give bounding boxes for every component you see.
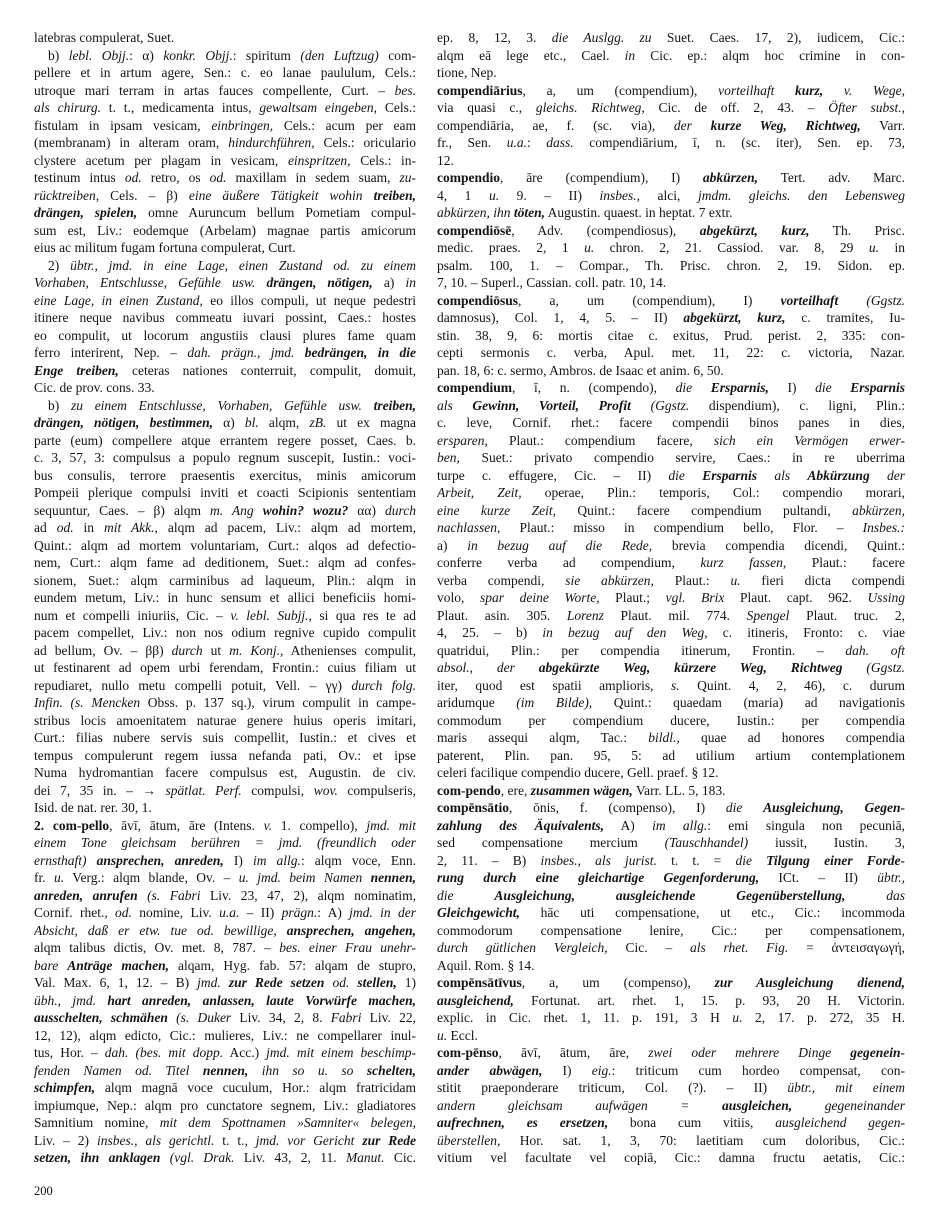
text-line: eundem metum, Liv.: in hunc sensum et allici beneficiis homi- <box>34 590 416 605</box>
text-line: medic. praes. 2, 1 u. chron. 2, 21. Cassiod. var. 8, 29 u. in <box>437 240 905 255</box>
text-line: andern gleichsam aufwägen = ausgleichen, gegeneinander <box>437 1097 905 1113</box>
text-line: 12. <box>437 152 454 168</box>
text-line: eine Lage, in einen Zustand, eo illos compuli, ut neque pedestri <box>34 292 416 308</box>
text-line: commodum per compendium ducere, Iustin.: per compendia <box>437 712 905 728</box>
text-line: 2. com-pello, āvī, ātum, āre (Intens. v. 1. compello), jmd. mit <box>34 817 416 833</box>
text-line: impiumque, Nep.: alqm pro cunctatore segnem, Liv.: gladiatores <box>34 1097 416 1113</box>
text-line: (membranam) in alteram oram, hindurchführen, Cels.: oriculario <box>34 135 416 150</box>
text-line: compendiāria, ae, f. (sc. via), der kurze Weg, Richtweg, Varr. <box>437 117 905 133</box>
text-line: cepti sermonis c. verba, Apul. met. 11, 22: c. victoria, Nazar. <box>437 345 905 360</box>
page-number: 200 <box>34 1183 53 1198</box>
text-line: bare Anträge machen, alqam, Hyg. fab. 57: alqam de stupro, <box>34 957 416 973</box>
text-line: fistulam in ipsam vesicam, einbringen, Cels.: acum per eam <box>34 117 416 133</box>
text-line: stin. 38, 9, 6: mortis citae c. exitus, Prud. perist. 2, 335: con- <box>437 327 905 343</box>
text-line: via quasi c., gleichs. Richtweg, Cic. de off. 2, 43. – Öfter subst., <box>437 100 905 115</box>
text-line: Arbeit, Zeit, operae, Plin.: temporis, Col.: compendio morari, <box>437 485 905 500</box>
text-line: latebras compulerat, Suet. <box>34 30 175 45</box>
text-line: compendio, āre (compendium), I) abkürzen, Tert. adv. Marc. <box>437 170 905 185</box>
text-column-right <box>437 29 905 1167</box>
text-line: Pompeii plerique compulsi inviti et coacti Scipionis sententiam <box>34 485 416 500</box>
text-line: Absicht, daß er etw. tue od. bewillige, ansprechen, angehen, <box>34 922 416 938</box>
text-line: Cic. de prov. cons. 33. <box>34 380 155 395</box>
text-line: alqm eā lege etc., Cael. in Cic. ep.: alqm hoc crimine in con- <box>437 47 905 63</box>
text-line: aufrechnen, es ersetzen, bona cum vitiis, ausgleichend gegen- <box>437 1115 905 1130</box>
text-line: aridumque (im Bilde), Quint.: quaedam (maria) ad navigationis <box>437 695 905 710</box>
text-line: Infin. (s. Mencken Obss. p. 137 sq.), virum compulit in campe- <box>34 695 416 710</box>
text-line: 7, 10. – Superl., Cassian. coll. patr. 10, 14. <box>437 275 667 290</box>
text-line: abkürzen, ihn töten, Augustin. quaest. in heptat. 7 extr. <box>437 205 733 220</box>
text-line: nem, Curt.: alqm fame ad deditionem, Suet.: alqm ad confes- <box>34 555 416 570</box>
text-line: eo compulit, ut locorum angustiis clausi plures fame quam <box>34 327 416 343</box>
text-line: Plaut. asin. 305. Lorenz Plaut. mil. 774. Spengel Plaut. truc. 2, <box>437 607 905 623</box>
text-line: sed compensatione mercium (Tauschhandel) iussit, Iustin. 3, <box>437 835 905 850</box>
text-line: parte (eum) compellere atque errantem regere posset, Caes. b. <box>34 432 416 448</box>
text-line: com-pēnso, āvī, ātum, āre, zwei oder mehrere Dinge gegenein- <box>437 1045 905 1060</box>
text-line: Isid. de nat. rer. 30, 1. <box>34 800 152 815</box>
text-line: Enge treiben, ceteras nationes conterruit, compulit, domuit, <box>34 362 416 378</box>
text-line: maris assequi alqm, Tac.: bildl., quae ad honores compendia <box>437 730 905 745</box>
text-line: rücktreiben, Cels. – β) eine äußere Tätigkeit wohin treiben, <box>34 187 416 203</box>
text-line: fenden Namen od. Titel nennen, ihn so u. so schelten, <box>34 1062 416 1078</box>
text-line: testinum intus od. retro, os od. maxillam in sedem suam, zu- <box>34 170 416 185</box>
text-line: pellere et in artum agere, Sen.: c. eo lanae paululum, Cels.: <box>34 65 416 80</box>
text-line: utroque mari terram in artas fauces compellente, Curt. – bes. <box>34 82 416 98</box>
text-line: conferre verba ad compendium, kurz fassen, Plaut.: facere <box>437 555 905 570</box>
text-line: stribus locis amoenitatem naturae genere huius operis imitari, <box>34 712 416 728</box>
text-line: paterent, Plin. pan. 95, 5: ad utilium artium contemplationem <box>437 747 905 763</box>
text-line: clystere acetum per plagam in vesicam, einspritzen, Cels.: in- <box>34 152 416 168</box>
text-line: compendiōsus, a, um (compendium), I) vorteilhaft (Ggstz. <box>437 292 905 308</box>
text-line: Liv. – 2) insbes., als gerichtl. t. t., jmd. vor Gericht zur Rede <box>34 1132 416 1148</box>
text-line: sum est, Liv.: eodemque (Arbelam) magnae partis amicorum <box>34 222 416 238</box>
text-line: zahlung des Äquivalents, A) im allg.: emi singula non pecuniā, <box>437 817 905 833</box>
text-line: eius ac militum fugam fortuna compulerat, Curt. <box>34 240 296 255</box>
text-line: absol., der abgekürzte Weg, kürzere Weg, Richtweg (Ggstz. <box>437 660 905 675</box>
text-line: überstellen, Hor. sat. 1, 3, 70: laetitiam cum doloribus, Cic.: <box>437 1132 905 1148</box>
text-line: Quint.: alqm ad mortem voluntariam, Curt.: alqos ad defectio- <box>34 537 416 553</box>
text-line: ben, Suet.: privato compendio servire, Caes.: in re uberrima <box>437 450 905 465</box>
text-line: 4, 25. – b) in bezug auf den Weg, c. itineris, Fronto: c. viae <box>437 625 905 640</box>
text-line: b) lebl. Objj.: α) konkr. Objj.: spiritum (den Luftzug) com- <box>48 47 416 63</box>
text-line: com-pendo, ere, zusammen wägen, Varr. LL. 5, 183. <box>437 782 726 798</box>
text-line: compendium, ī, n. (compendo), die Ersparnis, I) die Ersparnis <box>437 380 905 395</box>
text-line: setzen, ihn anklagen (vgl. Drak. Liv. 43, 2, 11. Manut. Cic. <box>34 1150 416 1165</box>
text-line: volo, spar deine Worte, Plaut.; vgl. Brix Plaut. capt. 962. Ussing <box>437 590 905 605</box>
text-line: die Ausgleichung, ausgleichende Gegenüberstellung, das <box>437 887 905 903</box>
text-line: rung durch eine gleichartige Gegenforderung, ICt. – II) übtr., <box>437 870 905 885</box>
text-line: nachlassen, Plaut.: misso in compendium bello, Flor. – Insbes.: <box>437 520 905 535</box>
text-line: anreden, anrufen (s. Fabri Liv. 23, 47, 2), alqm nominatim, <box>34 887 416 903</box>
text-line: repudiaret, nullo metu compelli potuit, Vell. – γγ) durch folg. <box>34 677 416 693</box>
text-line: alqm talibus dictis, Ov. met. 8, 787. – bes. einer Frau unehr- <box>34 940 416 955</box>
text-line: damnosus), Col. 1, 4, 5. – II) abgekürzt, kurz, c. tramites, Iu- <box>437 310 905 325</box>
text-line: explic. in Cic. rhet. 1, 11. p. 191, 3 H u. 2, 17. p. 272, 35 H. <box>437 1010 905 1025</box>
text-line: ersparen, Plaut.: compendium facere, sich ein Vermögen erwer- <box>437 432 905 448</box>
text-line: compendiārius, a, um (compendium), vorteilhaft kurz, v. Wege, <box>437 82 905 98</box>
text-line: sionem, Suet.: alqm carminibus ad laqueum, Plin.: alqm in <box>34 572 416 588</box>
text-line: ausschelten, schmähen (s. Duker Liv. 34, 2, 8. Fabri Liv. 22, <box>34 1010 416 1025</box>
text-line: eine kurze Zeit, Quint.: facere compendium pultandi, abkürzen, <box>437 502 905 518</box>
text-line: tione, Nep. <box>437 65 497 80</box>
text-line: commodorum compensatione lenire, Cic.: per compensationem, <box>437 922 905 938</box>
text-line: 2) übtr., jmd. in eine Lage, einen Zustand od. zu einem <box>48 257 416 273</box>
text-line: compēnsātio, ōnis, f. (compenso), I) die Ausgleichung, Gegen- <box>437 800 905 815</box>
text-line: drängen, nötigen, bestimmen, α) bl. alqm, zB. ut ex magna <box>34 415 416 430</box>
text-line: ad od. in mit Akk., alqm ad pacem, Liv.: alqm ad mortem, <box>34 520 416 535</box>
text-line: fr. u. Verg.: alqm blande, Ov. – u. jmd. beim Namen nennen, <box>34 870 416 885</box>
text-line: einem Tone gleichsam berühren = jmd. (freundlich oder <box>34 835 416 850</box>
text-column-left <box>34 29 416 1167</box>
text-line: übh., jmd. hart anreden, anlassen, laute Vorwürfe machen, <box>34 992 416 1008</box>
text-line: u. Eccl. <box>437 1027 478 1043</box>
text-line: ferro interirent, Nep. – dah. prägn., jmd. bedrängen, in die <box>34 345 416 360</box>
text-line: Vorhaben, Entschlusse, Gefühle usw. drängen, nötigen, a) in <box>34 275 416 290</box>
text-line: stitit praeponderare triticum, Col. (?). – II) übtr., mit einem <box>437 1080 905 1095</box>
text-line: ad bellum, Ov. – ββ) durch ut m. Konj., Athenienses compulit, <box>34 642 416 658</box>
text-line: Aquil. Rom. § 14. <box>437 957 535 973</box>
text-line: turpe c. effugere, Cic. – II) die Ersparnis als Abkürzung der <box>437 467 905 483</box>
text-line: Numa hydromantian facere compulsus est, Augustin. de civ. <box>34 765 416 780</box>
text-line: 2, 11. – B) insbes., als jurist. t. t. = die Tilgung einer Forde- <box>437 852 905 868</box>
text-line: Curt.: filias nubere servis suis compellit, Iustin.: et cives et <box>34 730 416 745</box>
two-column-text-block <box>34 29 935 1167</box>
text-line: tus, Hor. – dah. (bes. mit dopp. Acc.) jmd. mit einem beschimp- <box>34 1045 416 1060</box>
text-line: dei 7, 35 in. – → spätlat. Perf. compulsi, wov. compulseris, <box>34 782 416 798</box>
text-line: a) in bezug auf die Rede, brevia compendia dicendi, Quint.: <box>437 537 905 553</box>
text-line: verba compendi, sie abkürzen, Plaut.: u. fieri dicta compendi <box>437 572 905 588</box>
text-line: schimpfen, alqm magnā voce cuculum, Hor.: alqm fratricidam <box>34 1080 416 1095</box>
text-line: Val. Max. 6, 1, 12. – B) jmd. zur Rede setzen od. stellen, 1) <box>34 975 416 990</box>
text-line: num et compelli iniuriis, Cic. – v. lebl. Subjj., si qua res te ad <box>34 607 416 623</box>
text-line: psalm. 100, 1. – Compar., Th. Prisc. chron. 2, 19. Sidon. ep. <box>437 257 905 273</box>
text-line: sequuntur, Caes. – β) alqm m. Ang wohin? wozu? αα) durch <box>34 502 416 518</box>
text-line: c. 3, 57, 3: compulsus a populo regnum suscepit, Iustin.: voci- <box>34 450 416 465</box>
text-line: drängen, spielen, omne Auruncum bellum Pometiam compul- <box>34 205 416 220</box>
text-line: ausgleichend, Fortunat. art. rhet. 1, 15. p. 93, 20 H. Victorin. <box>437 992 905 1008</box>
text-line: celeri facilique compendio ducere, Gell. praef. § 12. <box>437 765 719 780</box>
text-line: ernsthaft) ansprechen, anreden, I) im allg.: alqm voce, Enn. <box>34 852 416 868</box>
text-line: als chirurg. t. t., medicamenta intus, gewaltsam eingeben, Cels.: <box>34 100 416 115</box>
text-line: vitium vel facultate vel copiā, Cic.: damna fructu aetatis, Cic.: <box>437 1150 905 1165</box>
text-line: bus consulis, terrore praesentis exercitus, minis amicorum <box>34 467 416 483</box>
text-line: fr., Sen. u.a.: dass. compendiārium, ī, n. (sc. iter), Sen. ep. 73, <box>437 135 905 150</box>
text-line: als Gewinn, Vorteil, Profit (Ggstz. dispendium), c. ligni, Plin.: <box>437 397 905 413</box>
text-line: c. leve, Cornif. rhet.: facere compendii binos panes in dies, <box>437 415 905 430</box>
text-line: Cornif. rhet., od. nomine, Liv. u.a. – II) prägn.: A) jmd. in der <box>34 905 416 920</box>
text-line: compēnsātīvus, a, um (compenso), zur Ausgleichung dienend, <box>437 975 905 990</box>
text-line: b) zu einem Entschlusse, Vorhaben, Gefühle usw. treiben, <box>48 397 416 413</box>
text-line: compendiōsē, Adv. (compendiosus), abgekürzt, kurz, Th. Prisc. <box>437 222 905 238</box>
text-line: durch gütlichen Vergleich, Cic. – als rhet. Fig. = ἀντεισαγωγή, <box>437 940 905 955</box>
text-line: Samnitium nomine, mit dem Spottnamen »Samniter« belegen, <box>34 1115 416 1130</box>
text-line: ander abwägen, I) eig.: triticum cum hordeo compensat, con- <box>437 1062 905 1078</box>
text-line: Gleichgewicht, hāc uti compensatione, ut etc., Cic.: incommoda <box>437 905 905 920</box>
text-line: pan. 18, 6: c. sermo, Ambros. de Isaac et anim. 6, 50. <box>437 362 724 378</box>
text-line: 4, 1 u. 9. – II) insbes., alci, jmdm. gleichs. den Lebensweg <box>437 187 905 203</box>
text-line: quatridui, Plin.: per compendia itinerum, Frontin. – dah. oft <box>437 642 905 658</box>
text-line: iter, quod est spatii amplioris, s. Quint. 4, 2, 46), c. durum <box>437 677 905 693</box>
text-line: ut festinarent ad opem urbi ferendam, Frontin.: cuius filiam ut <box>34 660 416 675</box>
text-line: 12, 12), alqm edicto, Cic.: mulieres, Liv.: ne compellarer inul- <box>34 1027 416 1043</box>
text-line: pacem compellet, Liv.: non nos odium regnive cupido compulit <box>34 625 416 640</box>
text-line: itinere neque navibus commeatu iuvari possint, Caes.: hostes <box>34 310 416 325</box>
text-line: ep. 8, 12, 3. die Auslgg. zu Suet. Caes. 17, 2), iudicem, Cic.: <box>437 30 905 45</box>
text-line: tempus compulerunt regem iussa nefanda pati, Ov.: et ipse <box>34 747 416 763</box>
